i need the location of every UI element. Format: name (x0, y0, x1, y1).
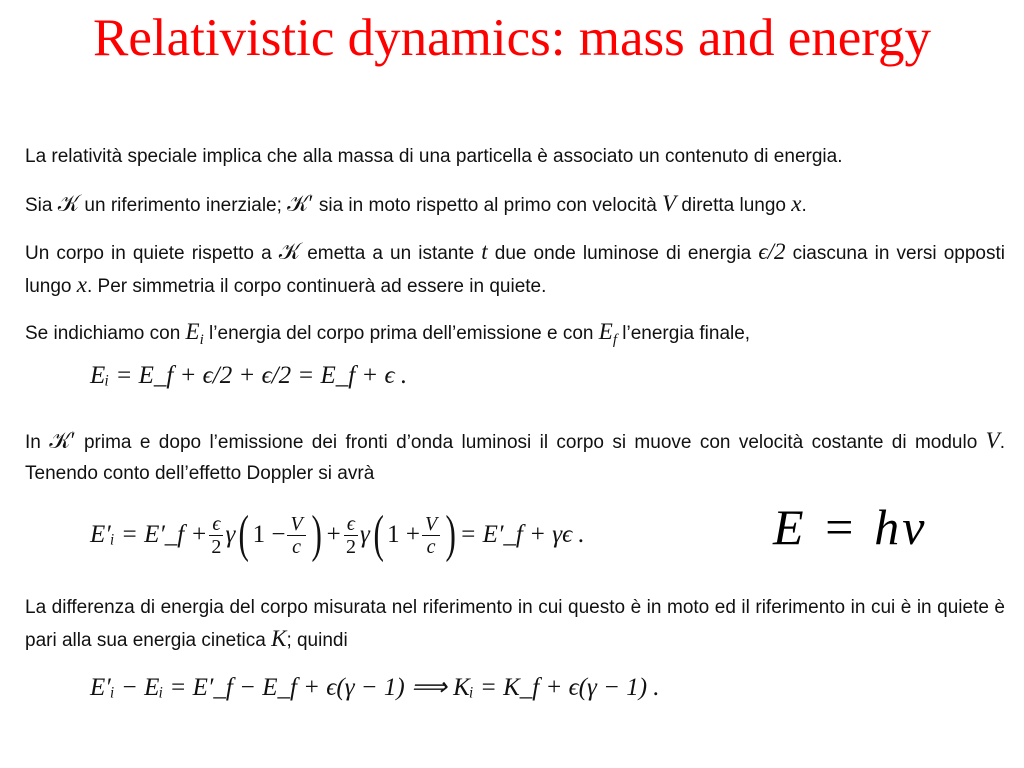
symbol-e-initial: $E_i$ (185, 319, 204, 348)
paragraph-moving-frame (25, 425, 1005, 489)
paren-close: ) (445, 506, 457, 563)
paragraph-text: l’energia del corpo prima dell’emissione e con (203, 323, 599, 344)
fraction-v-over-c: $\frac{V}{c}$ (422, 513, 440, 558)
symbol-frame-k-prime: 𝒦′ (49, 428, 76, 453)
paragraph-text: emetta a un istante (300, 243, 482, 264)
paren-close: ) (311, 506, 322, 563)
paragraph-text: un riferimento inerziale; (79, 195, 288, 216)
equation-energy-balance: Eᵢ = E_f + ϵ/2 + ϵ/2 = E_f + ϵ . (90, 362, 408, 389)
symbol-e-final: $E_f$ (598, 319, 617, 348)
paragraph-kinetic (25, 592, 1005, 656)
symbol-frame-k: 𝒦 (57, 191, 80, 216)
paragraph-text: ; quindi (286, 630, 348, 651)
paren-open: ( (238, 506, 250, 563)
paragraph-energies (25, 316, 1005, 356)
paragraph-text: ciascuna in versi opposti lungo (25, 243, 1005, 297)
paragraph-text: l’energia finale, (617, 323, 751, 344)
paragraph-text: La relatività speciale implica che alla massa di una particella è associato un contenuto di energia. (25, 146, 843, 167)
equation-kinetic-energy: E′ᵢ − Eᵢ = E′_f − E_f + ϵ(γ − 1) ⟹ Kᵢ = K_f + ϵ(γ − 1) . (90, 674, 660, 701)
fraction-epsilon-half: $\frac{\epsilon}{2}$ (344, 513, 358, 558)
paragraph-frames (25, 188, 1005, 221)
symbol-frame-k: 𝒦 (278, 239, 301, 264)
symbol-velocity: V (985, 428, 1000, 453)
paragraph-text: due onde luminose di energia (487, 243, 759, 264)
equation-part: 1 − (252, 521, 286, 548)
paragraph-text: La differenza di energia del corpo misurata nel riferimento in cui questo è in moto ed il riferimento in cui è in quiete è pari alla sua energia cinetica (25, 597, 1005, 651)
paragraph-text: sia in moto rispetto al primo con velocità (313, 195, 663, 216)
paragraph-text: Se indichiamo con (25, 323, 186, 344)
fraction-epsilon-half: $\frac{\epsilon}{2}$ (209, 513, 223, 558)
paragraph-intro (25, 141, 1005, 172)
paragraph-text: In (25, 432, 50, 453)
paragraph-text: diretta lungo (676, 195, 792, 216)
formula-planck: E = hν (773, 499, 928, 555)
paren-open: ( (373, 506, 384, 563)
equation-part: + (325, 521, 342, 548)
fraction-v-over-c: $\frac{V}{c}$ (287, 513, 305, 558)
equation-doppler (90, 500, 585, 570)
paragraph-text: . Tenendo conto dell’effetto Doppler si avrà (25, 432, 1005, 484)
symbol-epsilon-half: ϵ/2 (758, 239, 786, 264)
symbol-gamma: γ (225, 521, 236, 548)
equation-part: = E′_f + γϵ . (459, 521, 585, 548)
symbol-x: x (791, 191, 802, 216)
symbol-kinetic-k: K (271, 626, 287, 651)
paragraph-text: . (801, 195, 807, 216)
equation-part: 1 + (387, 521, 421, 548)
paragraph-emission (25, 236, 1005, 302)
equation-part: E′ᵢ = E′_f + (90, 521, 208, 548)
symbol-x: x (76, 272, 87, 297)
paragraph-text: prima e dopo l’emissione dei fronti d’onda luminosi il corpo si muove con velocità costante di modulo (75, 432, 986, 453)
symbol-frame-k-prime: 𝒦′ (287, 191, 314, 216)
symbol-gamma: γ (359, 521, 370, 548)
paragraph-text: Un corpo in quiete rispetto a (25, 243, 279, 264)
paragraph-text: . Per simmetria il corpo continuerà ad essere in quiete. (87, 276, 547, 297)
symbol-velocity: V (662, 191, 677, 216)
slide-title: Relativistic dynamics: mass and energy (92, 9, 931, 67)
paragraph-text: Sia (25, 195, 58, 216)
symbol-t: t (481, 239, 488, 264)
